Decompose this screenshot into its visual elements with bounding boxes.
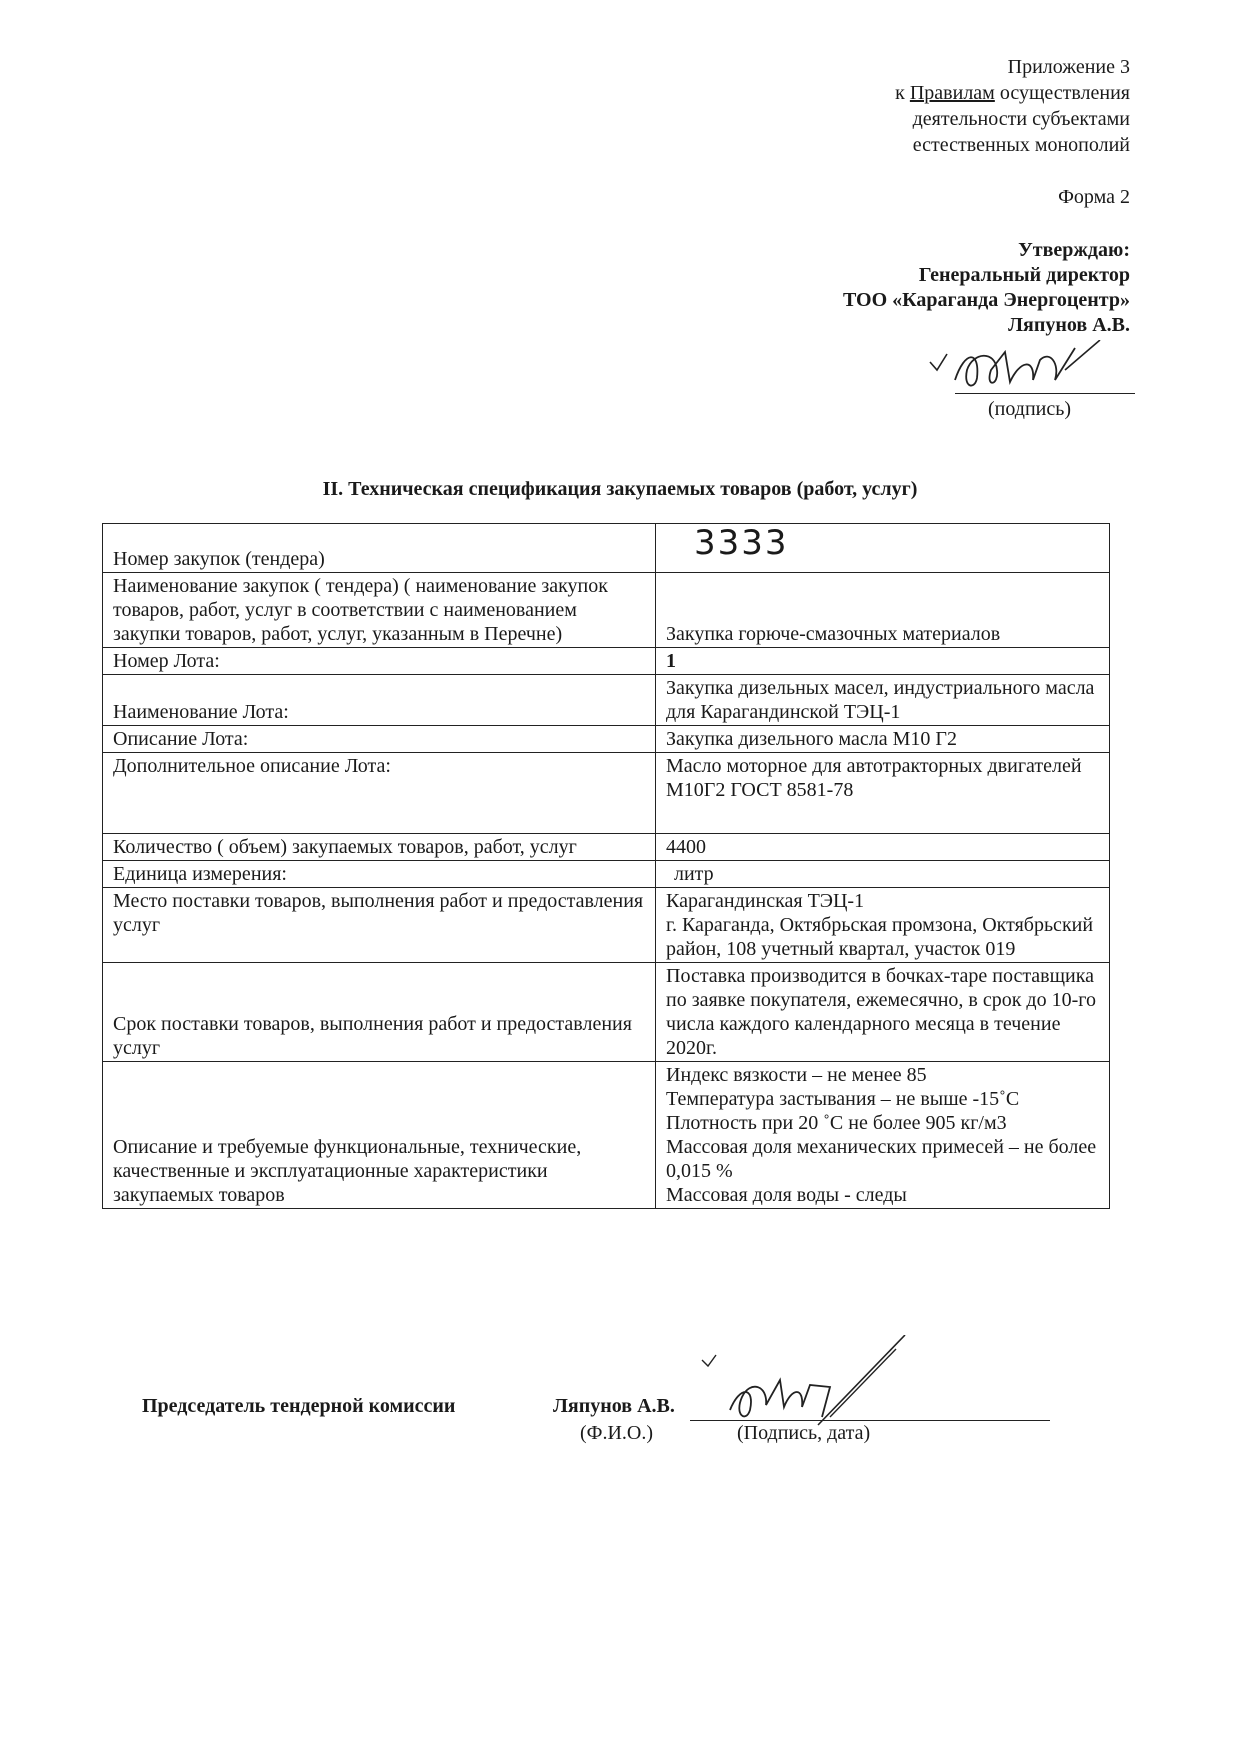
row-value: 4400 [656,834,1110,861]
table-row [103,675,1110,726]
tender-number: 3333 [694,523,789,563]
table-row [103,1062,1110,1209]
row-value: Закупка горюче-смазочных материалов [656,573,1110,648]
spec-line: Массовая доля воды - следы [666,1184,907,1206]
delivery-place-address: г. Караганда, Октябрьская промзона, Октябрьский район, 108 учетный квартал, участок 019 [666,914,1094,960]
spec-line: Температура застывания – не выше -15˚С [666,1088,1020,1110]
sign-date-caption: (Подпись, дата) [737,1422,871,1444]
approver-signature [925,340,1135,400]
table-row [103,834,1110,861]
annex-header [895,54,1130,158]
approver-name: Ляпунов А.В. [1008,314,1130,336]
table-row [103,726,1110,753]
table-row [103,524,1110,573]
table-row [103,861,1110,888]
table-row [103,888,1110,963]
annex-rules-line [895,80,1130,106]
row-label: Описание и требуемые функциональные, технические, качественные и эксплуатационные характеристики закупаемых товаров [103,1062,656,1209]
table-row [103,963,1110,1062]
row-label: Дополнительное описание Лота: [103,753,656,834]
row-label: Срок поставки товаров, выполнения работ и предоставления услуг [103,963,656,1062]
annex-line-4: естественных монополий [912,134,1130,156]
row-label: Место поставки товаров, выполнения работ и предоставления услуг [103,888,656,963]
page-title: II. Техническая спецификация закупаемых товаров (работ, услуг) [322,478,918,500]
row-label: Наименование Лота: [103,675,656,726]
rules-link[interactable]: Правилам [909,82,995,104]
table-row [103,648,1110,675]
row-label: Номер Лота: [103,648,656,675]
row-value [656,524,1110,573]
annex-prefix: к [895,82,910,104]
row-label: Наименование закупок ( тендера) ( наименование закупок товаров, работ, услуг в соответствии с наименованием закупки товаров, работ, услуг, указанным в Перечне) [103,573,656,648]
approve-word: Утверждаю: [1018,239,1130,261]
signature-line [955,393,1135,394]
signature-caption: (подпись) [988,398,1072,420]
chair-label: Председатель тендерной комиссии [142,1395,456,1417]
specification-table [102,523,1110,1209]
row-value [656,888,1110,963]
row-value: литр [656,861,1110,888]
row-value: Закупка дизельных масел, индустриального масла для Карагандинской ТЭЦ-1 [656,675,1110,726]
delivery-place-name: Карагандинская ТЭЦ-1 [666,890,865,912]
row-value: Закупка дизельного масла М10 Г2 [656,726,1110,753]
table-row [103,573,1110,648]
spec-line: Плотность при 20 ˚С не более 905 кг/м3 [666,1112,1007,1134]
chair-signature [700,1335,920,1430]
row-label: Единица измерения: [103,861,656,888]
row-value [656,1062,1110,1209]
annex-line-3: деятельности субъектами [912,108,1130,130]
approval-block [843,238,1130,338]
table-row [103,753,1110,834]
row-label: Описание Лота: [103,726,656,753]
spec-line: Массовая доля механических примесей – не более 0,015 % [666,1136,1097,1182]
row-value: 1 [656,648,1110,675]
spec-line: Индекс вязкости – не менее 85 [666,1064,927,1086]
approver-position: Генеральный директор [918,264,1130,286]
approver-organization: ТОО «Караганда Энергоцентр» [842,289,1130,311]
annex-suffix: осуществления [994,82,1130,104]
chair-name: Ляпунов А.В. [553,1395,675,1417]
row-value: Поставка производится в бочках-таре поставщика по заявке покупателя, ежемесячно, в срок до 10-го числа каждого календарного месяца в течение 2020г. [656,963,1110,1062]
fio-caption: (Ф.И.О.) [580,1422,654,1444]
form-label: Форма 2 [1058,186,1130,208]
row-label: Номер закупок (тендера) [103,524,656,573]
row-label: Количество ( объем) закупаемых товаров, работ, услуг [103,834,656,861]
row-value: Масло моторное для автотракторных двигателей М10Г2 ГОСТ 8581-78 [656,753,1110,834]
annex-title: Приложение 3 [1007,56,1130,78]
